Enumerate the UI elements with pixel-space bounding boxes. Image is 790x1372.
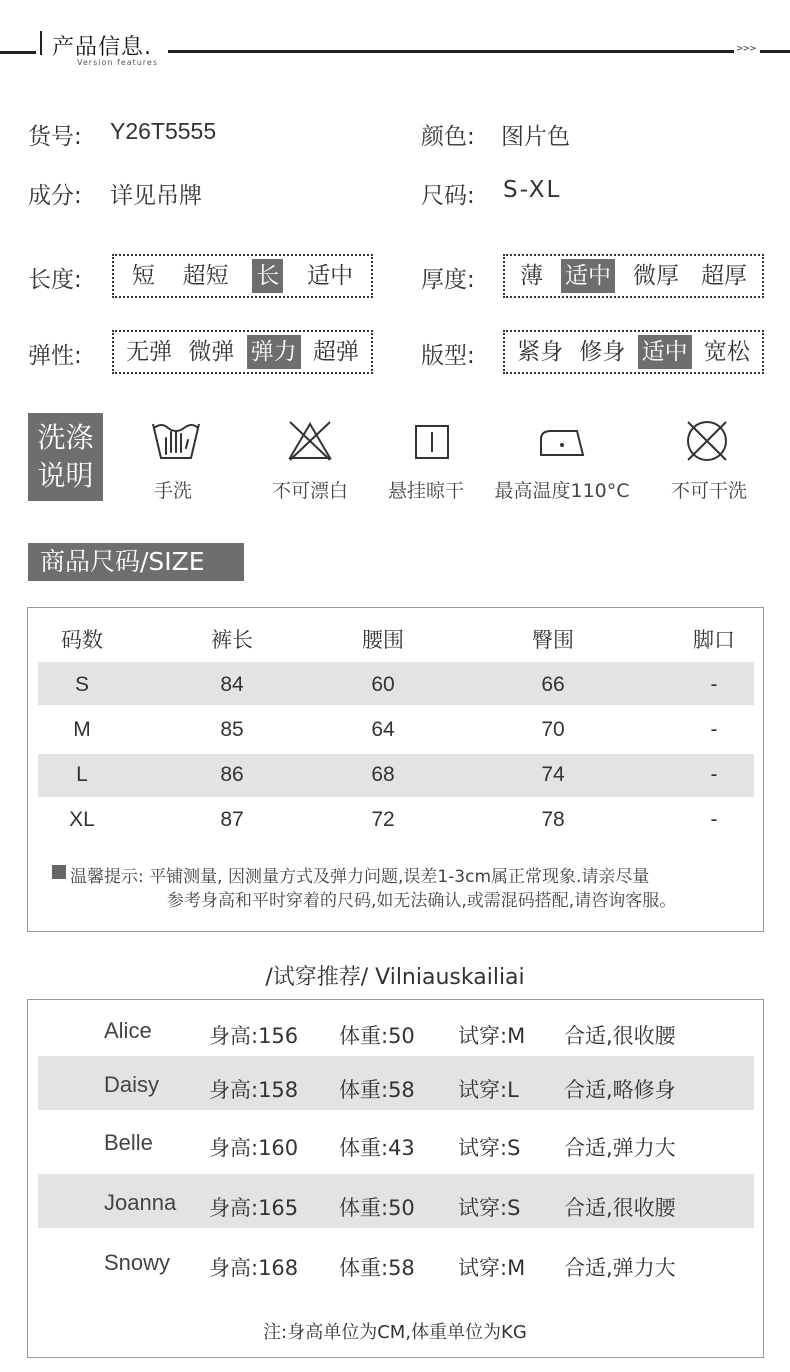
hang-dry-icon	[414, 424, 450, 460]
size-cell: -	[710, 808, 718, 831]
size-cell: 68	[371, 763, 395, 786]
no-bleach-icon	[286, 418, 334, 462]
tip-marker	[52, 865, 66, 879]
tip-line-2: 参考身高和平时穿着的尺码,如无法确认,或需混码搭配,请咨询客服。	[167, 891, 677, 911]
size-cell: -	[710, 673, 718, 696]
try-on-comment: 合适,很收腰	[564, 1196, 676, 1220]
size-range-label: 尺码:	[421, 183, 475, 209]
try-on-comment: 合适,很收腰	[564, 1024, 676, 1048]
hang-dry-label: 悬挂晾干	[387, 480, 465, 502]
size-chart-tag: 商品尺码/SIZE	[28, 543, 244, 581]
try-on-weight: 体重:50	[339, 1024, 415, 1048]
material-value: 详见吊牌	[110, 183, 202, 209]
section-title: 产品信息.	[52, 35, 152, 60]
header-rule-right	[168, 50, 734, 53]
try-on-comment: 合适,弹力大	[564, 1256, 676, 1280]
header-rule-end	[760, 50, 790, 53]
iron-icon	[537, 425, 587, 459]
material-label: 成分:	[28, 183, 82, 209]
try-on-weight: 体重:50	[339, 1196, 415, 1220]
color-label: 颜色:	[421, 124, 475, 150]
size-cell: XL	[69, 808, 95, 831]
try-on-height: 身高:160	[209, 1136, 299, 1160]
length-option: 短	[131, 263, 155, 289]
thickness-option: 薄	[520, 263, 543, 289]
hand-wash-icon	[150, 418, 202, 462]
size-cell: 66	[541, 673, 565, 696]
thickness-label: 厚度:	[421, 267, 475, 293]
tip-line-1: 温馨提示: 平铺测量, 因测量方式及弹力问题,误差1-3cm属正常现象.请亲尽量	[70, 867, 650, 887]
header-accent-bar	[40, 31, 42, 55]
item-no-label: 货号:	[28, 124, 82, 150]
no-dry-clean-icon	[684, 418, 730, 464]
try-on-comment: 合适,弹力大	[564, 1136, 676, 1160]
length-option: 适中	[307, 263, 354, 289]
size-cell: 87	[220, 808, 244, 831]
hand-wash-label: 手洗	[153, 480, 193, 502]
item-no-value: Y26T5555	[110, 118, 217, 144]
fit-options	[503, 330, 764, 374]
size-cell: S	[74, 673, 90, 696]
try-on-title: /试穿推荐/ Vilniauskailiai	[265, 965, 525, 990]
size-cell: 74	[541, 763, 565, 786]
elasticity-option: 微弹	[188, 339, 235, 365]
size-cell: 72	[371, 808, 395, 831]
elasticity-option: 弹力	[247, 335, 301, 369]
try-on-size: 试穿:L	[458, 1078, 519, 1102]
try-on-name: Alice	[104, 1018, 152, 1043]
try-on-size: 试穿:M	[458, 1256, 526, 1280]
length-options	[112, 254, 373, 298]
size-cell: -	[710, 763, 718, 786]
elasticity-option: 超弹	[312, 339, 359, 365]
fit-option: 修身	[579, 339, 626, 365]
size-cell: 84	[220, 673, 244, 696]
try-on-weight: 体重:58	[339, 1078, 415, 1102]
try-on-height: 身高:168	[209, 1256, 299, 1280]
thickness-options	[503, 254, 764, 298]
try-on-weight: 体重:58	[339, 1256, 415, 1280]
size-header-hip: 臀围	[532, 628, 574, 652]
wash-tag-line2: 说明	[37, 459, 94, 492]
thickness-option: 适中	[561, 259, 615, 293]
try-on-weight: 体重:43	[339, 1136, 415, 1160]
size-header-length: 裤长	[211, 628, 253, 652]
wash-tag-line1: 洗涤	[37, 421, 94, 454]
try-on-comment: 合适,略修身	[564, 1078, 676, 1102]
size-cell: 60	[371, 673, 395, 696]
size-cell: 85	[220, 718, 244, 741]
size-cell: M	[73, 718, 91, 741]
header-arrows: >>>	[736, 44, 756, 54]
size-range-value: S-XL	[503, 177, 562, 203]
size-cell: -	[710, 718, 718, 741]
header-rule-left	[0, 51, 36, 54]
fit-option: 宽松	[703, 339, 750, 365]
unit-note: 注:身高单位为CM,体重单位为KG	[263, 1322, 527, 1343]
length-option: 超短	[182, 263, 229, 289]
no-dry-clean-label: 不可干洗	[670, 480, 748, 502]
length-option: 长	[252, 259, 283, 293]
try-on-height: 身高:165	[209, 1196, 299, 1220]
size-header-hem: 脚口	[693, 628, 735, 652]
color-value: 图片色	[501, 124, 570, 150]
try-on-name: Belle	[104, 1130, 153, 1155]
no-bleach-label: 不可漂白	[271, 480, 349, 502]
size-cell: 86	[220, 763, 244, 786]
length-label: 长度:	[28, 267, 82, 293]
elasticity-label: 弹性:	[28, 343, 82, 369]
try-on-size: 试穿:M	[458, 1024, 526, 1048]
try-on-name: Snowy	[104, 1250, 171, 1275]
size-cell: 64	[371, 718, 395, 741]
elasticity-options	[112, 330, 373, 374]
size-cell: 70	[541, 718, 565, 741]
try-on-height: 身高:156	[209, 1024, 299, 1048]
size-row-stripe	[38, 662, 754, 705]
thickness-option: 微厚	[633, 263, 679, 289]
try-on-name: Joanna	[104, 1190, 177, 1215]
try-on-size: 试穿:S	[458, 1136, 521, 1160]
section-subtitle: Version features	[77, 58, 159, 67]
fit-label: 版型:	[421, 343, 475, 369]
size-row-stripe	[38, 754, 754, 797]
thickness-option: 超厚	[701, 263, 747, 289]
try-on-name: Daisy	[104, 1072, 160, 1097]
wash-instructions-tag	[28, 413, 103, 501]
fit-option: 紧身	[517, 339, 564, 365]
size-cell: 78	[541, 808, 565, 831]
fit-option: 适中	[638, 335, 692, 369]
size-cell: L	[76, 763, 88, 786]
try-on-size: 试穿:S	[458, 1196, 521, 1220]
iron-label: 最高温度110°C	[494, 480, 630, 502]
elasticity-option: 无弹	[126, 339, 173, 365]
size-header-waist: 腰围	[362, 628, 404, 652]
try-on-height: 身高:158	[209, 1078, 299, 1102]
size-header-size: 码数	[61, 628, 103, 652]
